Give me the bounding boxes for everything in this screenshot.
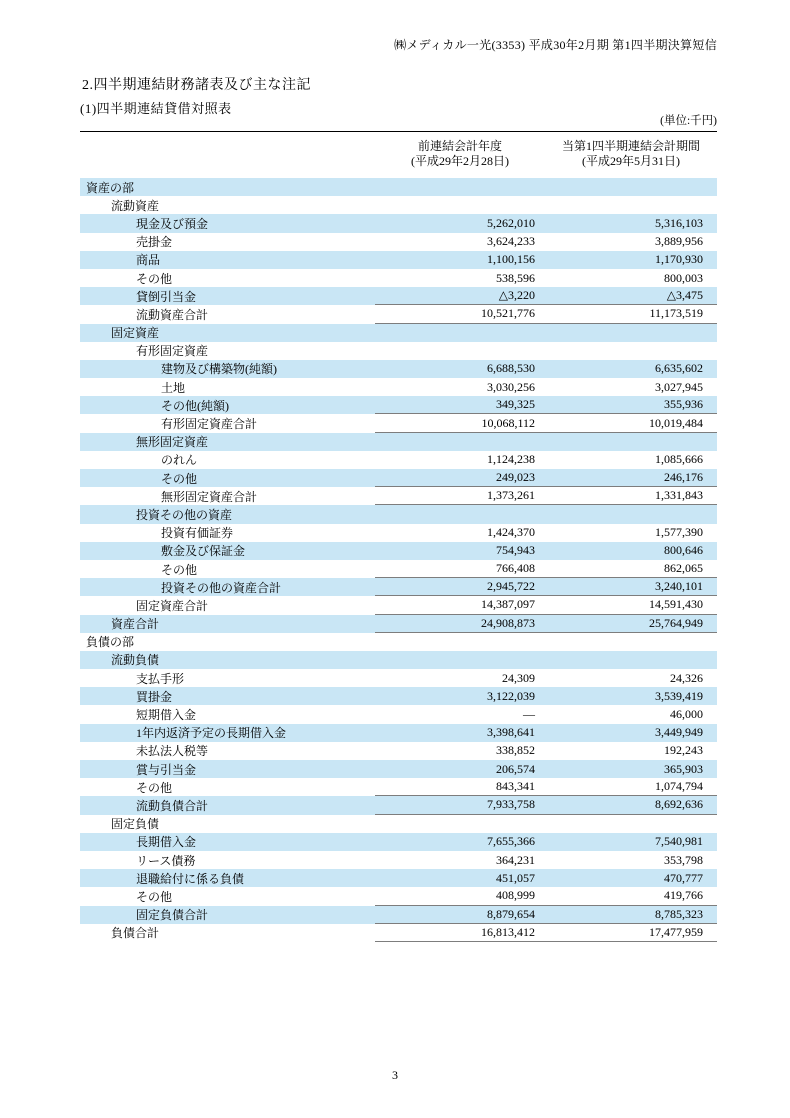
row-label: 貸倒引当金 [136,289,197,304]
value-previous-period: 3,624,233 [487,234,535,249]
table-row [80,251,717,269]
table-row [80,524,717,542]
table-row [80,451,717,469]
value-previous-period: 3,122,039 [487,688,535,703]
value-previous-period: 16,813,412 [375,924,545,942]
value-current-period: △3,475 [545,287,717,305]
table-row [80,269,717,287]
value-previous-period: 7,655,366 [487,834,535,849]
value-current-period: 355,936 [545,396,717,414]
table-row [80,469,717,487]
value-current-period: 3,539,419 [655,688,703,703]
value-current-period: 46,000 [670,707,703,722]
value-previous-period [375,505,545,523]
value-current-period: 25,764,949 [545,615,717,633]
table-row [80,778,717,796]
value-previous-period: 10,521,776 [375,305,545,323]
table-row [80,615,717,633]
value-previous-period [375,196,545,214]
value-current-period: 1,085,666 [655,452,703,467]
row-label: 流動負債 [111,653,160,668]
table-row [80,378,717,396]
row-label: その他 [136,780,173,795]
row-label: その他(純額) [161,398,229,413]
value-previous-period: 24,309 [502,670,535,685]
table-row [80,851,717,869]
row-label: 資産の部 [86,180,135,195]
value-current-period: 3,240,101 [545,578,717,596]
value-current-period: 1,331,843 [545,487,717,505]
row-label: 流動負債合計 [136,798,209,813]
row-label: 有形固定資産合計 [161,417,258,432]
table-row [80,342,717,360]
value-previous-period: 1,373,261 [375,487,545,505]
value-previous-period: 5,262,010 [487,215,535,230]
table-row [80,360,717,378]
row-label: のれん [161,453,198,468]
value-current-period: 365,903 [664,761,703,776]
row-label: 退職給付に係る負債 [136,871,245,886]
value-current-period: 862,065 [545,560,717,578]
value-previous-period: △3,220 [375,287,545,305]
row-label: 投資その他の資産 [136,507,233,522]
table-row [80,869,717,887]
value-current-period [545,342,717,360]
row-label: 無形固定資産 [136,435,209,450]
value-current-period [545,324,717,342]
table-row [80,542,717,560]
value-previous-period [375,651,545,669]
value-previous-period: 3,030,256 [487,379,535,394]
row-label: 1年内返済予定の長期借入金 [136,726,287,741]
value-previous-period: 338,852 [496,743,535,758]
table-body [80,178,717,942]
row-label: 長期借入金 [136,835,197,850]
row-label: 買掛金 [136,689,173,704]
row-label: 未払法人税等 [136,744,209,759]
value-previous-period: 1,124,238 [487,452,535,467]
value-current-period: 14,591,430 [545,596,717,614]
page-number: 3 [392,1068,398,1082]
row-label: 土地 [161,380,186,395]
value-current-period: 5,316,103 [655,215,703,230]
value-current-period: 353,798 [664,852,703,867]
value-previous-period: ― [523,707,535,722]
row-label: その他 [161,471,198,486]
table-header-current-period [545,139,717,178]
value-current-period: 470,777 [664,870,703,885]
value-current-period [545,651,717,669]
row-label: 資産合計 [111,617,160,632]
table-header-item-column [80,139,375,178]
value-previous-period: 766,408 [375,560,545,578]
table-row [80,578,717,596]
table-row [80,669,717,687]
value-current-period: 24,326 [670,670,703,685]
value-previous-period: 538,596 [496,270,535,285]
table-row [80,214,717,232]
row-label: その他 [161,562,198,577]
value-previous-period: 249,023 [375,469,545,487]
value-previous-period: 754,943 [496,543,535,558]
table-row [80,833,717,851]
value-current-period: 419,766 [545,887,717,905]
table-header-row [80,132,717,178]
value-previous-period: 2,945,722 [375,578,545,596]
value-current-period: 3,889,956 [655,234,703,249]
value-previous-period: 408,999 [375,887,545,905]
previous-period-title: 前連結会計年度 [417,139,502,153]
row-label: その他 [136,271,173,286]
row-label: 短期借入金 [136,708,197,723]
row-label: 固定負債合計 [136,908,209,923]
row-label: 固定資産合計 [136,598,209,613]
value-previous-period: 364,231 [496,852,535,867]
value-current-period: 17,477,959 [545,924,717,942]
value-previous-period: 14,387,097 [375,596,545,614]
row-label: 固定負債 [111,817,160,832]
row-label: 流動資産 [111,198,160,213]
row-label: リース債務 [136,853,196,868]
row-label: 建物及び構築物(純額) [161,362,277,377]
row-label: 有形固定資産 [136,344,209,359]
table-row [80,287,717,305]
table-row [80,305,717,323]
row-label: 流動資産合計 [136,307,209,322]
value-previous-period [375,178,545,196]
value-previous-period: 3,398,641 [487,725,535,740]
table-row [80,233,717,251]
value-current-period: 8,785,323 [545,906,717,924]
value-current-period: 10,019,484 [545,414,717,432]
value-previous-period [375,815,545,833]
previous-period-date: (平成29年2月28日) [411,154,509,168]
value-current-period [545,815,717,833]
table-row [80,705,717,723]
current-period-title: 当第1四半期連結会計期間 [561,139,700,153]
table-row [80,742,717,760]
row-label: 投資その他の資産合計 [161,580,282,595]
table-row [80,796,717,814]
section-title: 2.四半期連結財務諸表及び主な注記 [82,78,311,93]
row-label: 負債合計 [111,926,160,941]
table-row [80,887,717,905]
table-row [80,324,717,342]
value-previous-period [375,324,545,342]
table-header-previous-period [375,139,545,178]
table-row [80,724,717,742]
table-row [80,505,717,523]
value-current-period: 3,449,949 [655,725,703,740]
value-current-period: 11,173,519 [545,305,717,323]
row-label: 負債の部 [86,635,135,650]
row-label: 投資有価証券 [161,526,234,541]
value-current-period: 800,646 [664,543,703,558]
table-row [80,396,717,414]
table-row [80,906,717,924]
current-period-date: (平成29年5月31日) [582,154,680,168]
table-row [80,815,717,833]
document-header-line: ㈱メディカル一光(3353) 平成30年2月期 第1四半期決算短信 [394,38,717,52]
subsection-title: (1)四半期連結貸借対照表 [80,101,232,116]
table-row [80,687,717,705]
row-label: 無形固定資産合計 [161,489,258,504]
table-row [80,596,717,614]
table-row [80,178,717,196]
value-current-period: 800,003 [664,270,703,285]
row-label: 敷金及び保証金 [161,544,246,559]
value-previous-period [375,342,545,360]
table-row [80,487,717,505]
row-label: 現金及び預金 [136,216,209,231]
row-label: 賞与引当金 [136,762,197,777]
value-current-period [545,433,717,451]
value-current-period [545,633,717,651]
value-previous-period [375,433,545,451]
value-previous-period: 10,068,112 [375,414,545,432]
value-previous-period: 6,688,530 [487,361,535,376]
table-row [80,414,717,432]
value-previous-period: 451,057 [496,870,535,885]
row-label: 売掛金 [136,235,173,250]
value-previous-period: 24,908,873 [375,615,545,633]
row-label: 固定資産 [111,326,160,341]
value-previous-period [375,633,545,651]
value-previous-period: 1,100,156 [487,252,535,267]
value-current-period [545,196,717,214]
table-row [80,924,717,942]
value-current-period: 8,692,636 [545,796,717,814]
value-current-period: 6,635,602 [655,361,703,376]
value-current-period: 1,577,390 [655,525,703,540]
value-current-period: 246,176 [545,469,717,487]
value-current-period: 7,540,981 [655,834,703,849]
row-label: その他 [136,889,173,904]
unit-label: (単位:千円) [660,115,717,127]
table-row [80,633,717,651]
value-current-period: 192,243 [664,743,703,758]
value-previous-period: 7,933,758 [375,796,545,814]
value-current-period [545,178,717,196]
value-previous-period: 8,879,654 [375,906,545,924]
value-previous-period: 206,574 [496,761,535,776]
balance-sheet-table [80,131,717,942]
table-row [80,651,717,669]
row-label: 支払手形 [136,671,185,686]
table-row [80,760,717,778]
value-current-period: 1,170,930 [655,252,703,267]
table-row [80,433,717,451]
value-previous-period: 843,341 [375,778,545,796]
value-previous-period: 1,424,370 [487,525,535,540]
table-row [80,196,717,214]
value-current-period [545,505,717,523]
row-label: 商品 [136,253,161,268]
table-row [80,560,717,578]
value-current-period: 3,027,945 [655,379,703,394]
value-current-period: 1,074,794 [545,778,717,796]
value-previous-period: 349,325 [375,396,545,414]
